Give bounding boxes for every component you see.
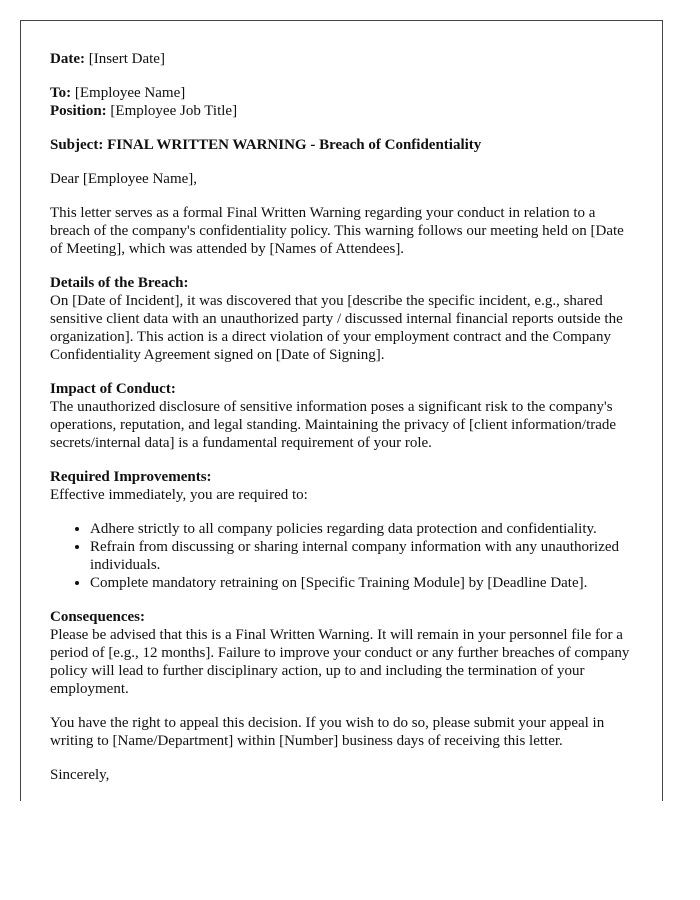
intro-paragraph: This letter serves as a formal Final Written Warning regarding your conduct in relation to a breach of the company's confidentiality policy. This warning follows our meeting held on [Date of Meeting], which was attended by [Names of Attendees].: [50, 205, 624, 257]
subject-line: [50, 136, 633, 154]
list-item: • Refrain from discussing or sharing internal company information with any unauthorized individuals.: [90, 538, 633, 574]
closing: Sincerely,: [50, 767, 110, 783]
section-improvements: [50, 468, 633, 504]
section-heading: Impact of Conduct:: [50, 381, 176, 397]
section-body: On [Date of Incident], it was discovered that you [describe the specific incident, e.g., shared sensitive client data with an unauthorized party / discussed internal financial reports outside the organization]. This action is a direct violation of your employment contract and the Company Confidentiality Agreement signed on [Date of Signing].: [50, 293, 623, 363]
section-body: Please be advised that this is a Final Written Warning. It will remain in your personnel file for a period of [e.g., 12 months]. Failure to improve your conduct or any further breaches of company policy will lead to further disciplinary action, up to and including the termination of your employment.: [50, 627, 630, 697]
letter-page: [20, 20, 663, 801]
section-heading: Consequences:: [50, 609, 146, 625]
appeal-paragraph: You have the right to appeal this decision. If you wish to do so, please submit your appeal in writing to [Name/Department] within [Number] business days of receiving this letter.: [50, 715, 605, 749]
position-label: Position:: [50, 103, 107, 119]
section-details: [50, 274, 633, 364]
salutation: Dear [Employee Name],: [50, 171, 198, 187]
subject-text: Subject: FINAL WRITTEN WARNING - Breach of Confidentiality: [50, 137, 482, 153]
section-heading: Required Improvements:: [50, 469, 212, 485]
section-consequences: [50, 608, 633, 698]
list-item: • Complete mandatory retraining on [Specific Training Module] by [Deadline Date].: [90, 574, 633, 592]
list-item: • Adhere strictly to all company policies regarding data protection and confidentiality.: [90, 520, 633, 538]
section-body: Effective immediately, you are required to:: [50, 487, 308, 503]
to-label: To:: [50, 85, 72, 101]
section-impact: [50, 380, 633, 452]
date-value: [Insert Date]: [88, 51, 165, 67]
section-body: The unauthorized disclosure of sensitive information poses a significant risk to the company's operations, reputation, and legal standing. Maintaining the privacy of [client information/trade secrets/internal data] is a fundamental requirement of your role.: [50, 399, 617, 451]
date-label: Date:: [50, 51, 85, 67]
recipient-block: [50, 84, 633, 120]
section-heading: Details of the Breach:: [50, 275, 189, 291]
to-value: [Employee Name]: [74, 85, 186, 101]
improvements-list: [50, 520, 633, 592]
position-value: [Employee Job Title]: [110, 103, 238, 119]
date-line: [50, 50, 633, 68]
